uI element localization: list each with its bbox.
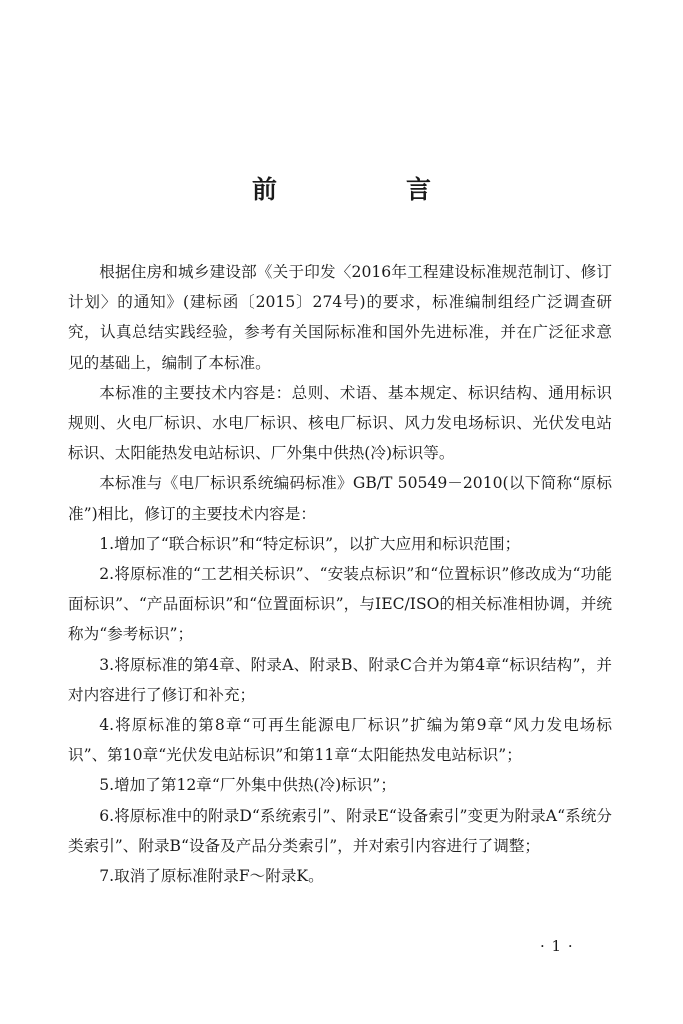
preface-body [68, 257, 612, 891]
list-item: 2.将原标准的“工艺相关标识”、“安装点标识”和“位置标识”修改成为“功能面标识”、“产品面标识”和“位置面标识”，与IEC/ISO的相关标准相协调，并统称为“参考标识”； [68, 565, 612, 644]
list-item: 3.将原标准的第4章、附录A、附录B、附录C合并为第4章“标识结构”，并对内容进行了修订和补充； [68, 655, 612, 704]
paragraph: 本标准与《电厂标识系统编码标准》GB/T 50549－2010(以下简称“原标准”)相比，修订的主要技术内容是： [68, 474, 612, 523]
page-number: · 1 · [540, 937, 574, 955]
list-item: 4.将原标准的第8章“可再生能源电厂标识”扩编为第9章“风力发电场标识”、第10章“光伏发电站标识”和第11章“太阳能热发电站标识”； [68, 716, 612, 765]
paragraph: 根据住房和城乡建设部《关于印发〈2016年工程建设标准规范制订、修订计划〉的通知》(建标函〔2015〕274号)的要求，标准编制组经广泛调查研究，认真总结实践经验，参考有关国际标准和国外先进标准，并在广泛征求意见的基础上，编制了本标准。 [68, 263, 612, 372]
list-item: 7.取消了原标准附录F～附录K。 [99, 867, 324, 886]
page-title: 前 言 [251, 175, 483, 204]
list-item: 6.将原标准中的附录D“系统索引”、附录E“设备索引”变更为附录A“系统分类索引”、附录B“设备及产品分类索引”，并对索引内容进行了调整； [68, 806, 612, 855]
paragraph: 本标准的主要技术内容是：总则、术语、基本规定、标识结构、通用标识规则、火电厂标识、水电厂标识、核电厂标识、风力发电场标识、光伏发电站标识、太阳能热发电站标识、厂外集中供热(冷)标识等。 [68, 383, 612, 463]
list-item: 5.增加了第12章“厂外集中供热(冷)标识”； [99, 776, 396, 795]
list-item: 1.增加了“联合标识”和“特定标识”，以扩大应用和标识范围； [99, 534, 521, 553]
